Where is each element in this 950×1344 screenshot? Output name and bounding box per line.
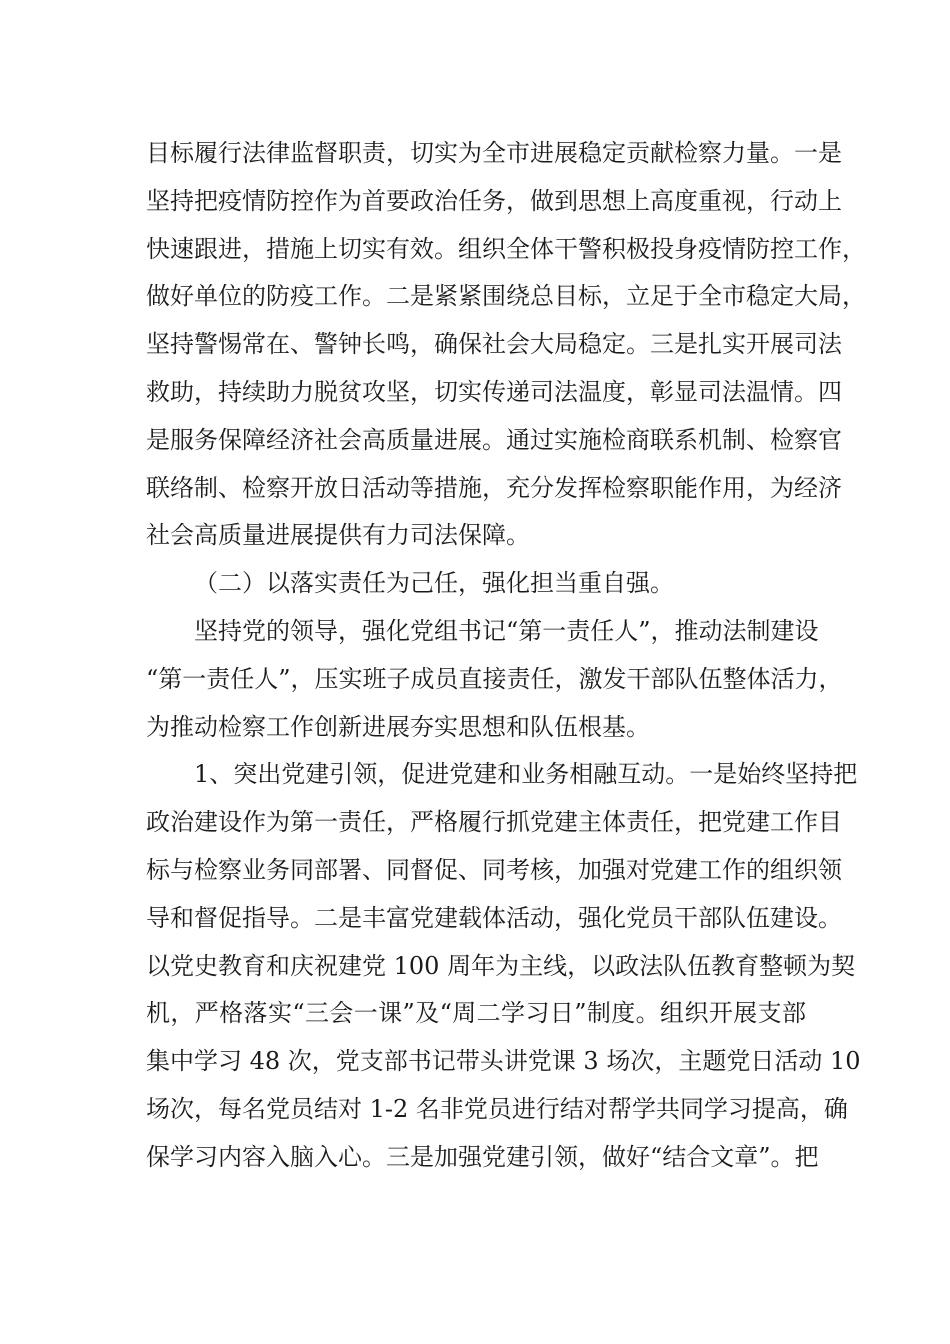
paragraph-line: 政治建设作为第一责任，严格履行抓党建主体责任，把党建工作目 bbox=[146, 808, 842, 837]
paragraph-line: 场次，每名党员结对 1-2 名非党员进行结对帮学共同学习提高，确 bbox=[146, 1094, 848, 1123]
paragraph-line: 快速跟进，措施上切实有效。组织全体干警积极投身疫情防控工作， bbox=[146, 234, 866, 263]
body-text bbox=[146, 130, 866, 1182]
subsection-line: 1、突出党建引领，促进党建和业务相融互动。一是始终坚持把 bbox=[194, 760, 858, 789]
paragraph-line: 救助，持续助力脱贫攻坚，切实传递司法温度，彰显司法温情。四 bbox=[146, 377, 842, 406]
paragraph-line: 机，严格落实“三会一课”及“周二学习日”制度。组织开展支部 bbox=[146, 999, 806, 1028]
paragraph-line: 以党史教育和庆祝建党 100 周年为主线，以政法队伍教育整顿为契 bbox=[146, 951, 856, 980]
paragraph-line: 导和督促指导。二是丰富党建载体活动，强化党员干部队伍建设。 bbox=[146, 903, 842, 932]
paragraph-line: 集中学习 48 次，党支部书记带头讲党课 3 场次，主题党日活动 10 bbox=[146, 1047, 861, 1076]
paragraph-line: “第一责任人”，压实班子成员直接责任，激发干部队伍整体活力， bbox=[146, 664, 843, 693]
paragraph-line: 做好单位的防疫工作。二是紧紧围绕总目标，立足于全市稳定大局， bbox=[146, 282, 866, 311]
paragraph-line: 社会高质量进展提供有力司法保障。 bbox=[146, 521, 530, 550]
paragraph-line: 联络制、检察开放日活动等措施，充分发挥检察职能作用，为经济 bbox=[146, 473, 842, 502]
paragraph-line: 坚持警惕常在、警钟长鸣，确保社会大局稳定。三是扎实开展司法 bbox=[146, 330, 842, 359]
paragraph-line: 坚持把疫情防控作为首要政治任务，做到思想上高度重视，行动上 bbox=[146, 186, 842, 215]
section-heading: （二）以落实责任为己任，强化担当重自强。 bbox=[194, 569, 674, 598]
paragraph-line: 目标履行法律监督职责，切实为全市进展稳定贡献检察力量。一是 bbox=[146, 139, 842, 167]
paragraph-line: 保学习内容入脑入心。三是加强党建引领，做好“结合文章”。把 bbox=[146, 1142, 819, 1171]
paragraph-line: 为推动检察工作创新进展夯实思想和队伍根基。 bbox=[146, 712, 650, 741]
paragraph-line: 坚持党的领导，强化党组书记“第一责任人”，推动法制建设 bbox=[194, 616, 819, 645]
paragraph-line: 标与检察业务同部署、同督促、同考核，加强对党建工作的组织领 bbox=[146, 855, 842, 884]
paragraph-line: 是服务保障经济社会高质量进展。通过实施检商联系机制、检察官 bbox=[146, 425, 842, 454]
